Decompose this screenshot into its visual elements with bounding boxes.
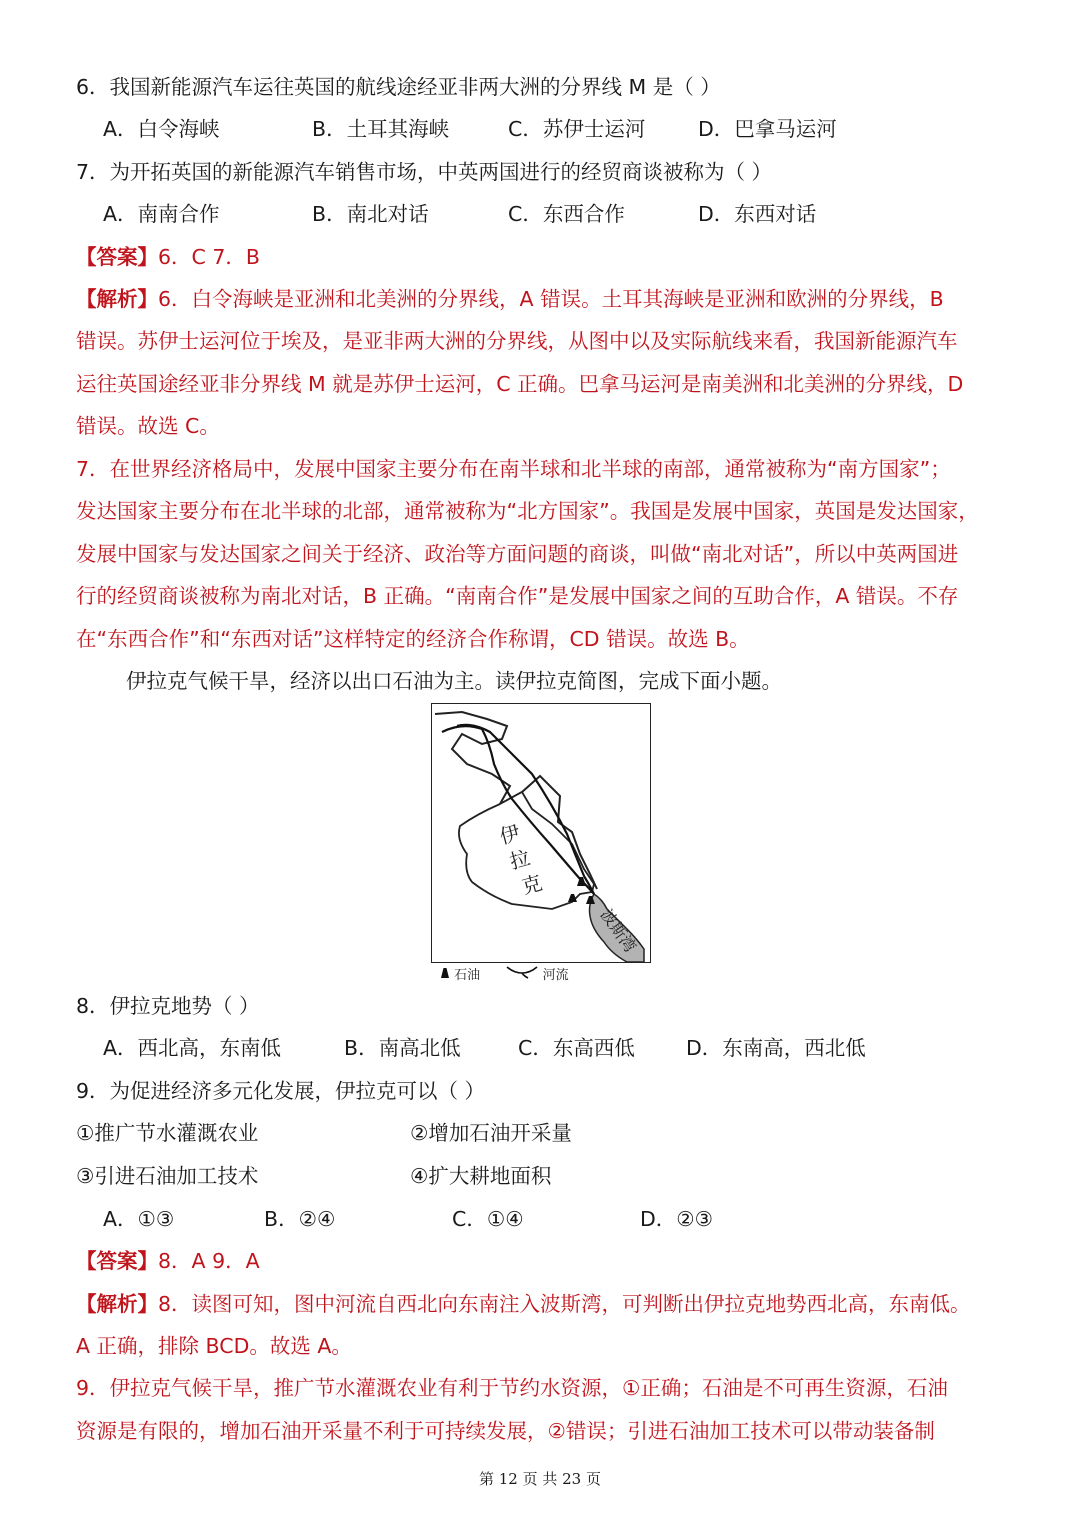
- page-footer: 第 12 页 共 23 页: [478, 1470, 601, 1488]
- gulf-label: 波斯湾: [596, 905, 640, 956]
- river-legend-icon: [506, 965, 538, 983]
- country-label-1: 伊: [497, 820, 523, 849]
- q6-option-d: D．巴拿马运河: [698, 117, 837, 141]
- explanation-9-line-1: 9．伊拉克气候干旱，推广节水灌溉农业有利于节约水资源，①正确；石油是不可再生资源，石油: [76, 1376, 948, 1400]
- q9-option-c: C．①④: [452, 1207, 524, 1231]
- explanation-7-line-4: 行的经贸商谈被称为南北对话，B 正确。“南南合作”是发展中国家之间的互助合作，A 错误。不存: [76, 584, 959, 608]
- answer-text: 6．C 7．B: [158, 245, 260, 269]
- explanation-6-line-4: 错误。故选 C。: [76, 414, 220, 438]
- country-label-3: 克: [519, 870, 545, 899]
- q8-option-d: D．东南高，西北低: [686, 1036, 866, 1060]
- explanation-text-2: 8．读图可知，图中河流自西北向东南注入波斯湾，可判断出伊拉克地势西北高，东南低。: [158, 1292, 971, 1316]
- q7-option-a: A．南南合作: [103, 202, 220, 226]
- q9-item-4: ④扩大耕地面积: [410, 1164, 552, 1188]
- explanation-7-line-2: 发达国家主要分布在北半球的北部，通常被称为“北方国家”。我国是发展中国家，英国是发达国家，: [76, 499, 979, 523]
- answer-8-9: [76, 1246, 260, 1276]
- answer-label-2: 【答案】: [76, 1249, 158, 1273]
- country-label-2: 拉: [507, 845, 533, 874]
- q7-stem: 7．为开拓英国的新能源汽车销售市场，中英两国进行的经贸商谈被称为（ ）: [76, 160, 773, 184]
- explanation-7-line-5: 在“东西合作”和“东西对话”这样特定的经济合作称谓，CD 错误。故选 B。: [76, 627, 750, 651]
- q7-option-d: D．东西对话: [698, 202, 817, 226]
- oil-legend-label: 石油: [454, 968, 481, 983]
- q8-stem: 8．伊拉克地势（ ）: [76, 994, 260, 1018]
- q9-item-2: ②增加石油开采量: [410, 1121, 572, 1145]
- explanation-9-line-2: 资源是有限的，增加石油开采量不利于可持续发展，②错误；引进石油加工技术可以带动装备制: [76, 1419, 935, 1443]
- explanation-8-line-2: A 正确，排除 BCD。故选 A。: [76, 1334, 352, 1358]
- q9-item-3: ③引进石油加工技术: [76, 1164, 259, 1188]
- map-legend: [440, 964, 569, 983]
- iraq-map: [431, 703, 651, 963]
- q7-option-b: B．南北对话: [312, 202, 429, 226]
- iraq-map-svg: [432, 704, 650, 962]
- q8-option-c: C．东高西低: [518, 1036, 635, 1060]
- answer-text-2: 8．A 9．A: [158, 1249, 260, 1273]
- q8-option-a: A．西北高，东南低: [103, 1036, 282, 1060]
- q6-option-a: A．白令海峡: [103, 117, 220, 141]
- explanation-7-line-1: 7．在世界经济格局中，发展中国家主要分布在南半球和北半球的南部，通常被称为“南方国家”；: [76, 457, 951, 481]
- q9-option-a: A．①③: [103, 1207, 175, 1231]
- q9-option-b: B．②④: [264, 1207, 336, 1231]
- q8-option-b: B．南高北低: [344, 1036, 461, 1060]
- q6-stem: 6．我国新能源汽车运往英国的航线途经亚非两大洲的分界线 M 是（ ）: [76, 75, 721, 99]
- explanation-label: 【解析】: [76, 287, 158, 311]
- explanation-7-line-3: 发展中国家与发达国家之间关于经济、政治等方面问题的商谈，叫做“南北对话”，所以中英两国进: [76, 542, 959, 566]
- explanation-8-line-1: [76, 1289, 971, 1319]
- q9-item-1: ①推广节水灌溉农业: [76, 1121, 259, 1145]
- explanation-label-2: 【解析】: [76, 1292, 158, 1316]
- river-legend-label: 河流: [542, 968, 569, 983]
- q6-option-b: B．土耳其海峡: [312, 117, 450, 141]
- q9-option-d: D．②③: [640, 1207, 714, 1231]
- answer-label: 【答案】: [76, 245, 158, 269]
- explanation-text: 6．白令海峡是亚洲和北美洲的分界线，A 错误。土耳其海峡是亚洲和欧洲的分界线，B: [158, 287, 944, 311]
- q9-stem: 9．为促进经济多元化发展，伊拉克可以（ ）: [76, 1079, 486, 1103]
- explanation-6-line-1: [76, 284, 944, 314]
- explanation-6-line-3: 运往英国途经亚非分界线 M 就是苏伊士运河，C 正确。巴拿马运河是南美洲和北美洲的分界线，D: [76, 372, 964, 396]
- answer-6-7: [76, 242, 260, 272]
- oil-legend-icon: [440, 966, 450, 982]
- q6-option-c: C．苏伊士运河: [508, 117, 646, 141]
- explanation-6-line-2: 错误。苏伊士运河位于埃及，是亚非两大洲的分界线，从图中以及实际航线来看，我国新能源汽车: [76, 329, 958, 353]
- q7-option-c: C．东西合作: [508, 202, 625, 226]
- map-intro: 伊拉克气候干旱，经济以出口石油为主。读伊拉克简图，完成下面小题。: [126, 669, 782, 693]
